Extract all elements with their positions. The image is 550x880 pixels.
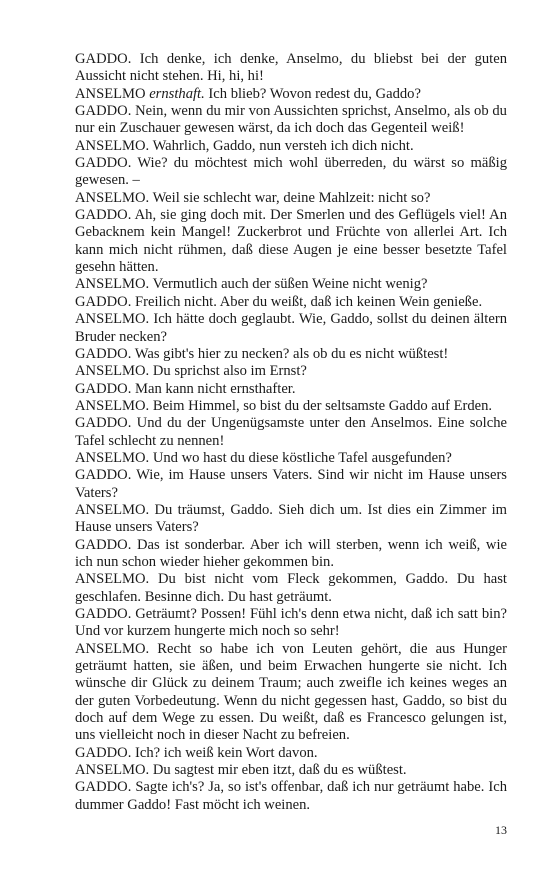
speaker-name: GADDO. (75, 536, 132, 553)
spoken-text: Ich denke, ich denke, Anselmo, du bliebst bei der guten Aussicht nicht stehen. Hi, hi, hi! (75, 51, 507, 85)
dialogue-line (75, 762, 507, 779)
speaker-name: ANSELMO. (75, 571, 150, 588)
document-body (75, 51, 507, 814)
dialogue-line (75, 606, 507, 641)
speaker-name: GADDO. (75, 744, 132, 761)
dialogue-line (75, 311, 507, 346)
speaker-name: GADDO. (75, 415, 132, 432)
speaker-name: GADDO. (75, 207, 132, 224)
spoken-text: Du bist nicht vom Fleck gekommen, Gaddo. Du hast geschlafen. Besinne dich. Du hast geträumt. (75, 571, 507, 605)
spoken-text: Ah, sie ging doch mit. Der Smerlen und des Geflügels viel! An Gebacknem kein Mangel! Zuckerbrot und Früchte von allerlei Art. Ich kann mich nicht rühmen, daß diese Augen je eine besser besetzte Tafel gesehn hätten. (75, 207, 507, 276)
dialogue-line (75, 415, 507, 450)
speaker-name: ANSELMO. (75, 363, 150, 380)
dialogue-line (75, 363, 507, 380)
dialogue-line (75, 467, 507, 502)
dialogue-line (75, 571, 507, 606)
spoken-text: Sagte ich's? Ja, so ist's offenbar, daß ich nur geträumt habe. Ich dummer Gaddo! Fast möcht ich weinen. (75, 779, 507, 813)
spoken-text: Was gibt's hier zu necken? als ob du es nicht wüßtest! (134, 345, 449, 362)
speaker-name: ANSELMO. (75, 640, 150, 657)
speaker-name: GADDO. (75, 155, 132, 172)
speaker-name: GADDO. (75, 467, 132, 484)
dialogue-line (75, 190, 507, 207)
spoken-text: Und wo hast du diese köstliche Tafel ausgefunden? (152, 449, 452, 466)
dialogue-line (75, 51, 507, 86)
speaker-name: ANSELMO. (75, 189, 150, 206)
spoken-text: Du sprichst also im Ernst? (152, 363, 307, 380)
speaker-name: ANSELMO. (75, 276, 150, 293)
dialogue-text (75, 51, 507, 814)
speaker-name: ANSELMO. (75, 501, 150, 518)
dialogue-line (75, 276, 507, 293)
speaker-name: ANSELMO. (75, 137, 150, 154)
speaker-name: ANSELMO (75, 85, 146, 102)
spoken-text: Du sagtest mir eben itzt, daß du es wüßtest. (152, 762, 407, 779)
dialogue-line (75, 450, 507, 467)
speaker-name: GADDO. (75, 606, 132, 622)
spoken-text: Nein, wenn du mir von Aussichten sprichst, Anselmo, als ob du nur ein Zuschauer gewesen wärst, da ich doch das Gegenteil weiß! (75, 103, 507, 137)
speaker-name: GADDO. (75, 779, 132, 796)
dialogue-line (75, 641, 507, 745)
dialogue-line (75, 502, 507, 537)
dialogue-line (75, 294, 507, 311)
spoken-text: Ich? ich weiß kein Wort davon. (135, 744, 318, 761)
speaker-name: ANSELMO. (75, 311, 150, 328)
dialogue-line (75, 86, 507, 103)
speaker-name: GADDO. (75, 380, 132, 397)
spoken-text: Du träumst, Gaddo. Sieh dich um. Ist dies ein Zimmer im Hause unsers Vaters? (75, 501, 508, 536)
dialogue-line (75, 779, 507, 814)
spoken-text: Weil sie schlecht war, deine Mahlzeit: nicht so? (152, 189, 431, 206)
stage-direction: ernsthaft. (149, 85, 205, 102)
spoken-text: Man kann nicht ernsthafter. (135, 380, 296, 397)
dialogue-line (75, 103, 507, 138)
speaker-name: ANSELMO. (75, 397, 150, 414)
spoken-text: Beim Himmel, so bist du der seltsamste Gaddo auf Erden. (152, 397, 493, 414)
speaker-name: GADDO. (75, 103, 132, 120)
dialogue-line (75, 138, 507, 155)
speaker-name: GADDO. (75, 345, 132, 362)
spoken-text: Vermutlich auch der süßen Weine nicht wenig? (152, 276, 428, 293)
spoken-text: Das ist sonderbar. Aber ich will sterben, wenn ich weiß, wie ich nun schon wieder hieher gekommen bin. (75, 536, 507, 570)
spoken-text: Wahrlich, Gaddo, nun versteh ich dich nicht. (152, 137, 414, 154)
spoken-text: Freilich nicht. Aber du weißt, daß ich keinen Wein genieße. (135, 293, 483, 310)
dialogue-line (75, 537, 507, 572)
spoken-text: Wie, im Hause unsers Vaters. Sind wir nicht im Hause unsers Vaters? (75, 467, 507, 501)
page-number: 13 (495, 823, 507, 837)
dialogue-line (75, 381, 507, 398)
speaker-name: GADDO. (75, 293, 132, 310)
spoken-text: Und du der Ungenügsamste unter den Anselmos. Eine solche Tafel schlecht zu nennen! (75, 415, 507, 449)
spoken-text: Wie? du möchtest mich wohl überreden, du wärst so mäßig gewesen. – (75, 155, 507, 189)
spoken-text: Geträumt? Possen! Fühl ich's denn etwa nicht, daß ich satt bin? Und vor kurzem hungerte mich noch so sehr! (75, 606, 507, 640)
dialogue-line (75, 745, 507, 762)
dialogue-line (75, 155, 507, 190)
speaker-name: ANSELMO. (75, 762, 150, 779)
speaker-name: ANSELMO. (75, 449, 150, 466)
dialogue-line (75, 398, 507, 415)
speaker-name: GADDO. (75, 51, 132, 67)
dialogue-line (75, 346, 507, 363)
spoken-text: Ich hätte doch geglaubt. Wie, Gaddo, sollst du deinen ältern Bruder necken? (75, 311, 507, 345)
spoken-text: Recht so habe ich von Leuten gehört, die aus Hunger geträumt hatten, sie äßen, und beim Erwachen hungerte sie nicht. Ich wünsche dir Glück zu deinem Traum; auch zweifle ich keines weges an der guten Vorbedeutung. Wenn du nicht gegessen hast, Gaddo, so bist du doch auf dem Wege zu essen. Du weißt, daß es Francesco gelungen ist, uns vielleicht noch in dieser Nacht zu befreien. (75, 640, 507, 744)
spoken-text: Ich blieb? Wovon redest du, Gaddo? (208, 85, 421, 102)
dialogue-line (75, 207, 507, 276)
